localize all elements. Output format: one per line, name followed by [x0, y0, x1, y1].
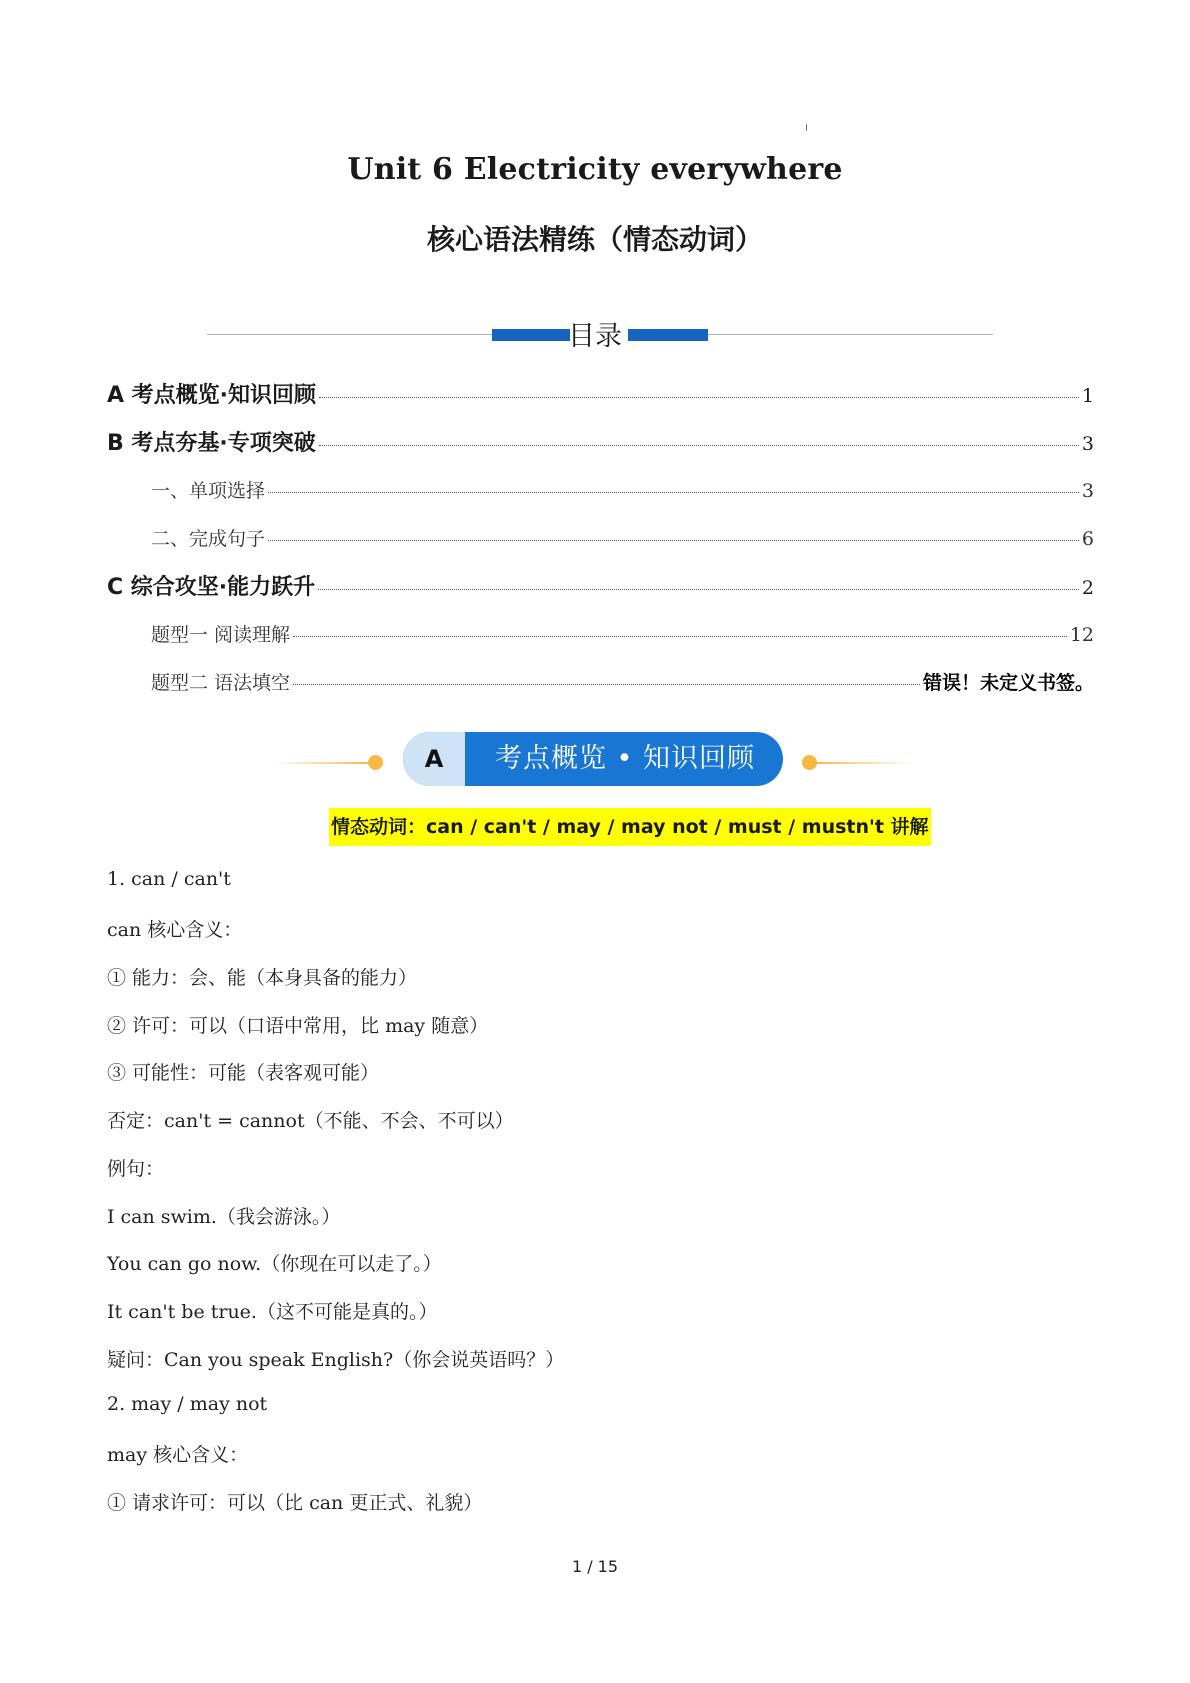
- toc-heading: 目录: [568, 321, 622, 352]
- toc-entry-page: 12: [1069, 624, 1094, 646]
- paragraph: 否定：can't = cannot（不能、不会、不可以）: [107, 1110, 514, 1132]
- highlighted-heading: 情态动词：can / can't / may / may not / must / mustn't 讲解: [329, 808, 931, 846]
- banner-dot-left: [368, 755, 383, 770]
- paragraph: ② 许可：可以（口语中常用，比 may 随意）: [107, 1015, 489, 1037]
- example-sentence: I can swim.（我会游泳。）: [107, 1206, 341, 1228]
- section-heading: 2. may / may not: [107, 1393, 268, 1415]
- toc-leader: [319, 445, 1079, 446]
- toc-leader: [268, 540, 1079, 541]
- paragraph: may 核心含义：: [107, 1444, 249, 1466]
- example-sentence: It can't be true.（这不可能是真的。）: [107, 1301, 438, 1323]
- paragraph: ① 请求许可：可以（比 can 更正式、礼貌）: [107, 1492, 483, 1514]
- toc-entry-page: 3: [1081, 480, 1094, 502]
- example-sentence: 疑问：Can you speak English?（你会说英语吗？）: [107, 1349, 565, 1371]
- toc-entry-label: B 考点夯基·专项突破: [107, 431, 316, 456]
- toc-entry-label: C 综合攻坚·能力跃升: [107, 575, 316, 600]
- toc-leader: [293, 684, 920, 685]
- toc-entry-label: 题型一 阅读理解: [151, 624, 291, 646]
- page-indicator: 1 / 15: [571, 1557, 619, 1576]
- banner-line-right: [815, 762, 915, 764]
- document-title: Unit 6 Electricity everywhere: [347, 152, 843, 187]
- toc-entry-label: 一、单项选择: [151, 480, 266, 502]
- toc-entry-b[interactable]: [107, 426, 1094, 457]
- paragraph: 例句：: [107, 1158, 165, 1180]
- paragraph: ① 能力：会、能（本身具备的能力）: [107, 967, 418, 989]
- toc-entry-c1[interactable]: [151, 620, 1094, 647]
- toc-entry-a[interactable]: [107, 378, 1094, 409]
- toc-entry-page: 2: [1081, 577, 1094, 599]
- toc-leader: [293, 636, 1067, 637]
- toc-accent-right: [628, 329, 708, 341]
- document-subtitle: 核心语法精练（情态动词）: [426, 223, 763, 256]
- toc-entry-label: A 考点概览·知识回顾: [107, 383, 317, 408]
- toc-entry-c[interactable]: [107, 570, 1094, 601]
- example-sentence: You can go now.（你现在可以走了。）: [107, 1253, 442, 1275]
- toc-bookmark-error: 错误！未定义书签。: [922, 672, 1094, 694]
- toc-entry-c2[interactable]: [151, 668, 1094, 695]
- toc-leader: [319, 397, 1079, 398]
- toc-entry-page: 1: [1081, 385, 1094, 407]
- paragraph: ③ 可能性：可能（表客观可能）: [107, 1062, 380, 1084]
- banner-letter: A: [424, 745, 444, 773]
- toc-entry-page: 3: [1081, 433, 1094, 455]
- toc-leader: [268, 492, 1079, 493]
- banner-title: 考点概览 • 知识回顾: [494, 743, 756, 774]
- toc-leader: [318, 589, 1079, 590]
- toc-accent-left: [492, 329, 570, 341]
- toc-divider-right: [708, 334, 993, 335]
- page-mark: [806, 124, 807, 131]
- toc-entry-page: 6: [1081, 528, 1094, 550]
- toc-entry-b2[interactable]: [151, 524, 1094, 551]
- toc-entry-label: 二、完成句子: [151, 528, 266, 550]
- section-heading: 1. can / can't: [107, 868, 231, 890]
- paragraph: can 核心含义：: [107, 919, 243, 941]
- toc-entry-label: 题型二 语法填空: [151, 672, 291, 694]
- toc-entry-b1[interactable]: [151, 476, 1094, 503]
- toc-divider-left: [207, 334, 492, 335]
- banner-line-left: [272, 762, 372, 764]
